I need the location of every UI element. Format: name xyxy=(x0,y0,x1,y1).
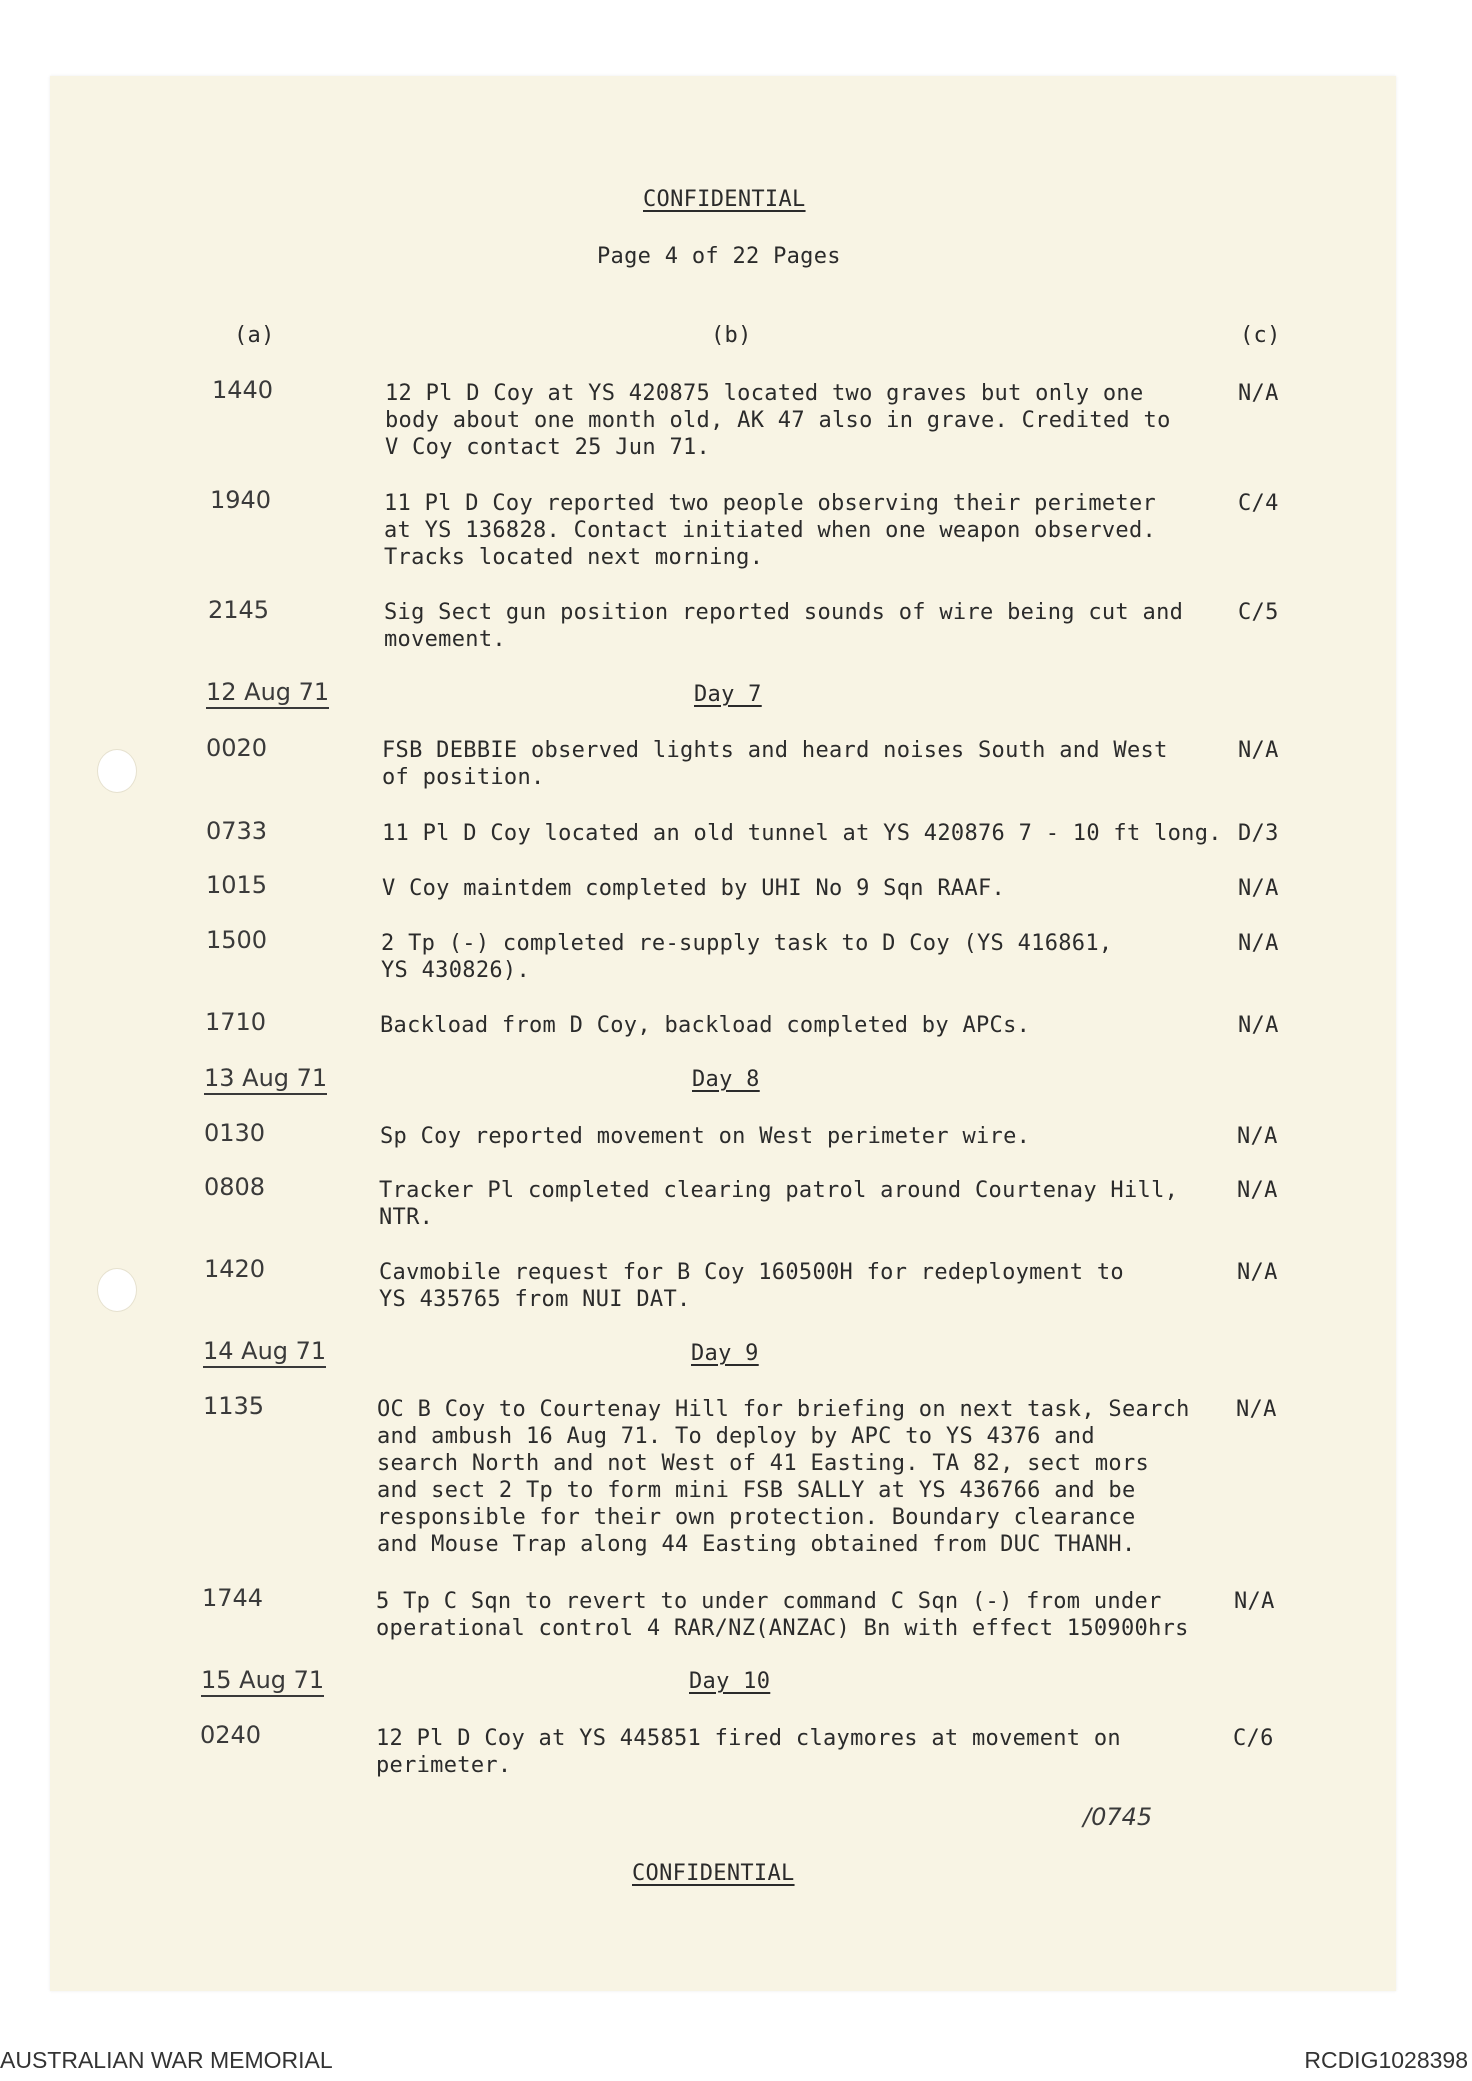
day-heading: Day 7 xyxy=(694,682,762,707)
entry-time: 2145 xyxy=(208,596,270,624)
date-heading: 14 Aug 71 xyxy=(203,1337,326,1368)
date-heading: 15 Aug 71 xyxy=(201,1666,324,1697)
entry-time: 0808 xyxy=(204,1173,266,1201)
date-heading: 13 Aug 71 xyxy=(204,1064,327,1095)
entry-code: N/A xyxy=(1237,1260,1278,1285)
entry-code: N/A xyxy=(1237,1124,1278,1149)
entry-text-line: body about one month old, AK 47 also in grave. Credited to xyxy=(385,408,1171,433)
entry-text-line: V Coy contact 25 Jun 71. xyxy=(385,435,711,460)
entry-text-line: responsible for their own protection. Boundary clearance xyxy=(377,1505,1136,1530)
entry-code: C/6 xyxy=(1233,1726,1274,1751)
entry-text-line: 11 Pl D Coy located an old tunnel at YS 420876 7 - 10 ft long. xyxy=(382,821,1222,846)
punch-hole xyxy=(97,749,137,793)
entry-text-line: FSB DEBBIE observed lights and heard noises South and West xyxy=(382,738,1168,763)
entry-time: 1500 xyxy=(206,926,268,954)
entry-code: N/A xyxy=(1238,1013,1279,1038)
date-heading: 12 Aug 71 xyxy=(206,678,329,709)
footer-classification: CONFIDENTIAL xyxy=(632,1861,795,1886)
entry-time: 0240 xyxy=(200,1721,262,1749)
entry-code: N/A xyxy=(1234,1589,1275,1614)
archive-id: RCDIG1028398 xyxy=(1304,2047,1468,2073)
entry-text-line: at YS 136828. Contact initiated when one weapon observed. xyxy=(384,518,1157,543)
entry-text-line: 5 Tp C Sqn to revert to under command C Sqn (-) from under xyxy=(376,1589,1162,1614)
entry-text-line: YS 435765 from NUI DAT. xyxy=(379,1287,691,1312)
entry-text-line: perimeter. xyxy=(376,1753,512,1778)
continuation-note: /0745 xyxy=(1083,1803,1153,1831)
entry-text-line: Sig Sect gun position reported sounds of wire being cut and xyxy=(384,600,1184,625)
entry-code: N/A xyxy=(1237,1178,1278,1203)
entry-code: C/5 xyxy=(1238,600,1279,625)
entry-time: 0130 xyxy=(204,1119,266,1147)
entry-code: N/A xyxy=(1238,931,1279,956)
entry-time: 1744 xyxy=(202,1584,264,1612)
entry-code: N/A xyxy=(1238,381,1279,406)
entry-time: 1015 xyxy=(206,871,268,899)
entry-time: 0733 xyxy=(206,817,268,845)
entry-text-line: NTR. xyxy=(379,1205,434,1230)
entry-time: 1710 xyxy=(205,1008,267,1036)
entry-text-line: OC B Coy to Courtenay Hill for briefing on next task, Search xyxy=(377,1397,1190,1422)
entry-text-line: and sect 2 Tp to form mini FSB SALLY at YS 436766 and be xyxy=(377,1478,1136,1503)
entry-text-line: Tracker Pl completed clearing patrol around Courtenay Hill, xyxy=(379,1178,1179,1203)
entry-code: D/3 xyxy=(1238,821,1279,846)
entry-text-line: Tracks located next morning. xyxy=(384,545,764,570)
entry-text-line: 12 Pl D Coy at YS 420875 located two graves but only one xyxy=(385,381,1144,406)
entry-code: N/A xyxy=(1236,1397,1277,1422)
entry-text-line: of position. xyxy=(382,765,545,790)
entry-text-line: Cavmobile request for B Coy 160500H for redeployment to xyxy=(379,1260,1124,1285)
punch-hole xyxy=(97,1268,137,1312)
entry-text-line: Sp Coy reported movement on West perimeter wire. xyxy=(380,1124,1031,1149)
entry-code: N/A xyxy=(1238,738,1279,763)
entry-text-line: and Mouse Trap along 44 Easting obtained from DUC THANH. xyxy=(377,1532,1136,1557)
entry-time: 1135 xyxy=(203,1392,265,1420)
entry-time: 1940 xyxy=(210,486,272,514)
day-heading: Day 8 xyxy=(692,1067,760,1092)
entry-time: 1440 xyxy=(212,376,274,404)
entry-time: 0020 xyxy=(206,734,268,762)
column-c-heading: (c) xyxy=(1240,323,1281,348)
entry-code: C/4 xyxy=(1238,491,1279,516)
day-heading: Day 10 xyxy=(689,1669,771,1694)
header-classification: CONFIDENTIAL xyxy=(643,187,806,212)
day-heading: Day 9 xyxy=(691,1341,759,1366)
entry-text-line: V Coy maintdem completed by UHI No 9 Sqn RAAF. xyxy=(382,876,1006,901)
page-label: Page 4 of 22 Pages xyxy=(597,244,841,269)
entry-code: N/A xyxy=(1238,876,1279,901)
entry-text-line: movement. xyxy=(384,627,506,652)
column-b-heading: (b) xyxy=(711,323,752,348)
entry-text-line: Backload from D Coy, backload completed by APCs. xyxy=(380,1013,1031,1038)
entry-time: 1420 xyxy=(204,1255,266,1283)
column-a-heading: (a) xyxy=(234,323,275,348)
archive-credit: AUSTRALIAN WAR MEMORIAL xyxy=(0,2047,333,2073)
entry-text-line: operational control 4 RAR/NZ(ANZAC) Bn with effect 150900hrs xyxy=(376,1616,1189,1641)
entry-text-line: and ambush 16 Aug 71. To deploy by APC to YS 4376 and xyxy=(377,1424,1095,1449)
entry-text-line: YS 430826). xyxy=(381,958,530,983)
entry-text-line: 11 Pl D Coy reported two people observing their perimeter xyxy=(384,491,1157,516)
entry-text-line: 2 Tp (-) completed re-supply task to D Coy (YS 416861, xyxy=(381,931,1113,956)
entry-text-line: 12 Pl D Coy at YS 445851 fired claymores at movement on xyxy=(376,1726,1121,1751)
entry-text-line: search North and not West of 41 Easting. TA 82, sect mors xyxy=(377,1451,1150,1476)
